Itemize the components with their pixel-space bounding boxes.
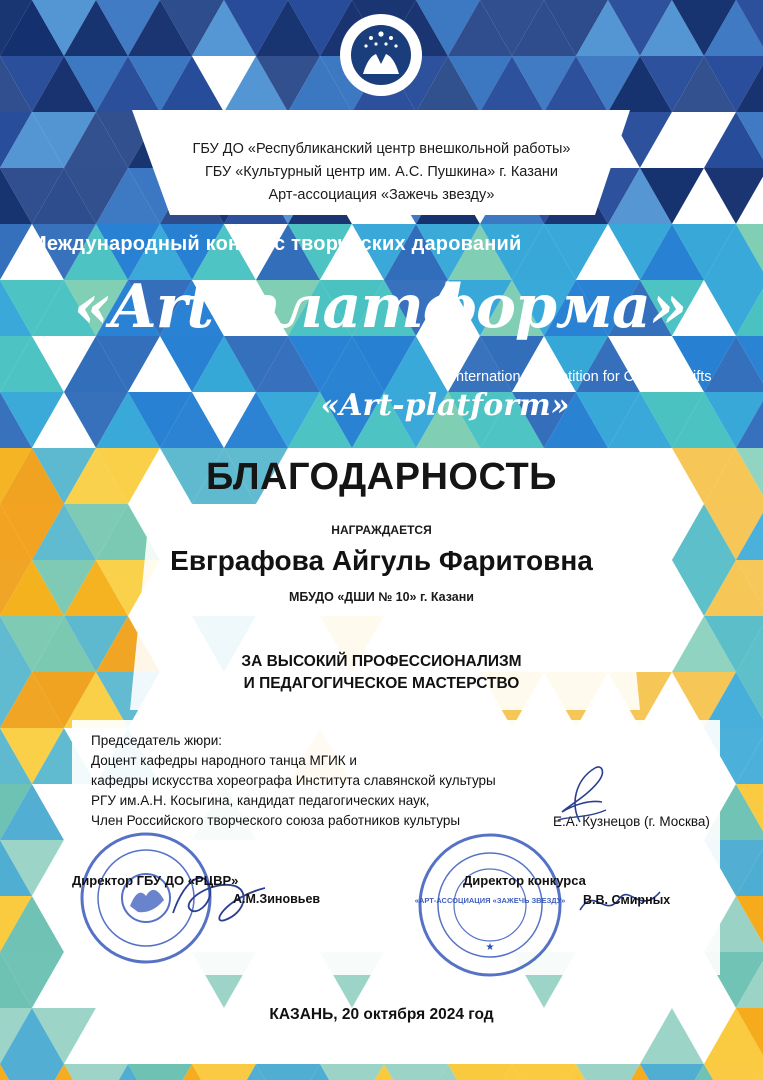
background-triangle xyxy=(128,1064,192,1080)
jury-line: РГУ им.А.Н. Косыгина, кандидат педагогических наук, xyxy=(91,793,430,808)
seal-text: «АРТ-АССОЦИАЦИЯ «ЗАЖЕЧЬ ЗВЕЗДУ» xyxy=(415,896,565,905)
background-triangle xyxy=(320,1064,384,1080)
association-logo xyxy=(338,12,424,98)
svg-text:★: ★ xyxy=(485,942,495,953)
background-triangle xyxy=(256,1064,320,1080)
jury-chair-block xyxy=(91,731,496,831)
organizer-line: ГБУ ДО «Республиканский центр внешкольной работы» xyxy=(192,141,571,157)
background-triangle xyxy=(512,1064,576,1080)
jury-line: Член Российского творческого союза работников культуры xyxy=(91,813,461,828)
recipient-organization: МБУДО «ДШИ № 10» г. Казани xyxy=(289,590,474,604)
director1-title: Директор ГБУ ДО «РЦВР» xyxy=(72,873,239,888)
jury-line: кафедры искусства хореографа Института славянской культуры xyxy=(91,773,496,788)
contest-name-ru: Международный конкурс творческих дарований xyxy=(30,233,522,255)
background-triangle xyxy=(384,1064,448,1080)
background-triangle xyxy=(704,1064,763,1080)
awarded-label: НАГРАЖДАЕТСЯ xyxy=(331,523,432,537)
contest-title-ru: «Art-платформа» xyxy=(73,272,687,342)
place-and-date: КАЗАНЬ, 20 октября 2024 год xyxy=(269,1006,494,1023)
organizer-line: Арт-ассоциация «Зажечь звезду» xyxy=(268,187,495,203)
background-triangle xyxy=(192,1064,256,1080)
jury-line: Доцент кафедры народного танца МГИК и xyxy=(91,753,357,768)
recipient-name: Евграфова Айгуль Фаритовна xyxy=(170,545,593,576)
jury-chair-name: Е.А. Кузнецов (г. Москва) xyxy=(553,814,710,829)
award-reason xyxy=(0,651,763,695)
contest-name-en: Internation competition for Creative Gifts xyxy=(452,369,712,385)
jury-signature xyxy=(540,760,620,830)
director2-name: В.В. Смирных xyxy=(583,893,671,907)
background-triangle xyxy=(64,1064,128,1080)
association-seal xyxy=(415,830,565,980)
background-triangle xyxy=(640,1064,704,1080)
background-triangle xyxy=(576,1064,640,1080)
director1-name: А.М.Зиновьев xyxy=(233,892,321,906)
organizer-line: ГБУ «Культурный центр им. А.С. Пушкина» г. Казани xyxy=(204,164,559,180)
director2-title: Директор конкурса xyxy=(463,873,586,888)
jury-line: Председатель жюри: xyxy=(91,733,223,748)
organizers-block xyxy=(0,138,763,207)
background-triangle xyxy=(0,1064,64,1080)
reason-line: ЗА ВЫСОКИЙ ПРОФЕССИОНАЛИЗМ xyxy=(241,653,522,670)
reason-line: И ПЕДАГОГИЧЕСКОЕ МАСТЕРСТВО xyxy=(243,675,520,692)
contest-title-en: «Art-platform» xyxy=(320,388,570,423)
document-title: БЛАГОДАРНОСТЬ xyxy=(206,456,557,498)
background-triangle xyxy=(448,1064,512,1080)
